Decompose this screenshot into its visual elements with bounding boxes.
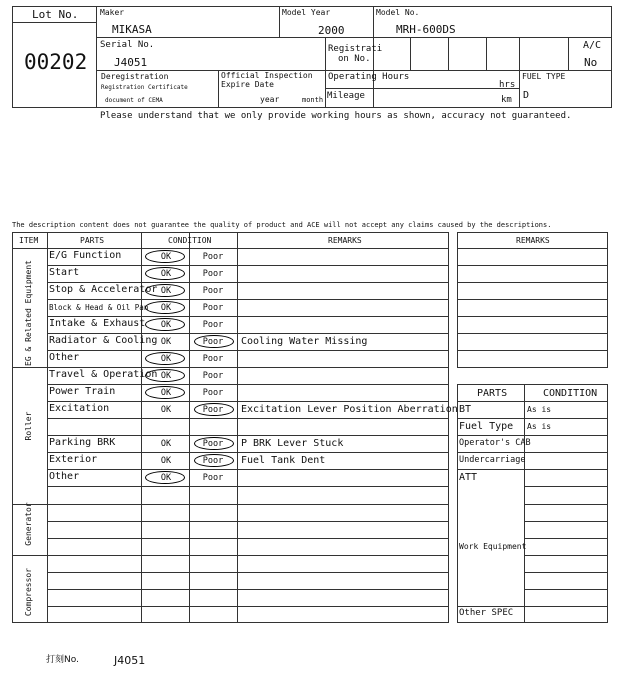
disclaimer: The description content does not guarantee the quality of product and ACE will not accept any claims caused by the descriptions. [12,221,552,229]
condition-ok[interactable]: OK [160,320,172,330]
condition-poor[interactable]: Poor [202,405,224,415]
condition-ok[interactable]: OK [160,371,172,381]
year-label: year [260,95,280,104]
condition-poor[interactable]: Poor [202,337,224,347]
right-part-label: Fuel Type [459,421,514,432]
other-spec-label: Other SPEC [459,608,514,618]
group-compressor: Compressor [24,567,33,617]
part-label: Power Train [49,386,116,397]
lot-label: Lot No. [32,8,79,21]
document-cema-label: document of CEMA [105,97,163,104]
part-label: Stop & Accelerator [49,284,158,295]
item-header: ITEM [19,236,39,245]
condition-ok[interactable]: OK [160,388,172,398]
registration-label-2: on No. [338,54,371,64]
condition-poor[interactable]: Poor [202,456,224,466]
condition-header: CONDITION [168,236,212,245]
hours-note: Please understand that we only provide working hours as shown, accuracy not guaranteed. [100,111,572,121]
mileage-label: Mileage [327,91,365,101]
part-label: E/G Function [49,250,122,261]
part-label: Start [49,267,80,278]
part-label: Other [49,471,80,482]
registration-certificate-label: Registration Certificate [101,84,188,91]
condition-poor[interactable]: Poor [202,371,224,381]
registration-label: Registrati [328,44,383,54]
selected-condition-circle [145,250,185,263]
model-no-value: MRH-600DS [396,23,456,36]
ac-value: No [584,56,598,69]
km-label: km [501,95,512,105]
selected-condition-circle [194,454,234,467]
part-label: Excitation [49,403,110,414]
month-label: month [302,96,324,104]
selected-condition-circle [145,386,185,399]
part-label: Parking BRK [49,437,116,448]
model-year-value: 2000 [318,24,345,37]
selected-condition-circle [194,335,234,348]
remark-text: P BRK Lever Stuck [241,438,344,449]
part-label: Exterior [49,454,98,465]
right-remarks-table [457,232,608,368]
group-eg-related: EG & Related Equipment [24,260,33,366]
part-label: Other [49,352,80,363]
parts-header: PARTS [80,236,105,245]
header-block [12,6,612,108]
group-generator: Generator [24,502,33,546]
selected-condition-circle [145,318,185,331]
part-label: Travel & Operation [49,369,158,380]
serial-value: J4051 [114,56,148,69]
model-year-label: Model Year [282,8,331,17]
right-condition-value: As is [527,422,552,431]
fuel-type-label: FUEL TYPE [522,72,566,81]
condition-poor[interactable]: Poor [202,439,224,449]
selected-condition-circle [145,284,185,297]
deregistration-label: Deregistration [101,72,169,81]
condition-ok[interactable]: OK [160,439,172,449]
selected-condition-circle [145,267,185,280]
lot-number: 00202 [24,50,88,74]
part-label: Radiator & Cooling [49,335,158,346]
condition-ok[interactable]: OK [160,252,172,262]
model-no-label: Model No. [376,8,420,17]
remark-text: Fuel Tank Dent [241,455,326,466]
maker-value: MIKASA [112,23,152,36]
condition-ok[interactable]: OK [160,456,172,466]
condition-poor[interactable]: Poor [202,320,224,330]
stamp-number-value: J4051 [114,654,146,667]
right-condition-header: CONDITION [543,388,598,399]
remark-text: Cooling Water Missing [241,336,368,347]
inspection-label-2: Expire Date [221,80,274,89]
right-part-label: ATT [459,472,478,483]
selected-condition-circle [145,352,185,365]
right-parts-header: PARTS [477,388,508,399]
condition-ok[interactable]: OK [160,303,172,313]
condition-ok[interactable]: OK [160,269,172,279]
ac-label: A/C [583,40,602,51]
right-part-label: Undercarriage [459,455,526,465]
condition-ok[interactable]: OK [160,286,172,296]
condition-poor[interactable]: Poor [202,252,224,262]
condition-poor[interactable]: Poor [202,354,224,364]
work-equipment-label: Work Equipment [459,542,527,551]
selected-condition-circle [145,369,185,382]
condition-ok[interactable]: OK [160,354,172,364]
maker-label: Maker [100,8,125,17]
stamp-number-label: 打刻No. [46,655,79,665]
inspection-label: Official Inspection [221,71,313,80]
condition-poor[interactable]: Poor [202,286,224,296]
part-label: Intake & Exhaust [49,318,146,329]
part-label: Block & Head & Oil Pan [49,303,149,312]
condition-ok[interactable]: OK [160,473,172,483]
hrs-label: hrs [499,80,516,90]
remarks-header: REMARKS [328,236,362,245]
operating-hours-label: Operating Hours [328,72,410,82]
serial-label: Serial No. [100,40,155,50]
selected-condition-circle [194,403,234,416]
selected-condition-circle [145,301,185,314]
right-remarks-header: REMARKS [516,236,550,245]
group-roller: Roller [24,411,33,441]
condition-poor[interactable]: Poor [202,388,224,398]
right-part-label: Operator's CAB [459,438,531,448]
selected-condition-circle [145,471,185,484]
fuel-type-value: D [523,90,530,101]
condition-poor[interactable]: Poor [202,473,224,483]
selected-condition-circle [194,437,234,450]
right-condition-value: As is [527,405,552,414]
condition-poor[interactable]: Poor [202,269,224,279]
right-part-label: BT [459,404,472,415]
condition-poor[interactable]: Poor [202,303,224,313]
condition-ok[interactable]: OK [160,337,172,347]
remark-text: Excitation Lever Position Aberration [241,404,458,415]
condition-ok[interactable]: OK [160,405,172,415]
